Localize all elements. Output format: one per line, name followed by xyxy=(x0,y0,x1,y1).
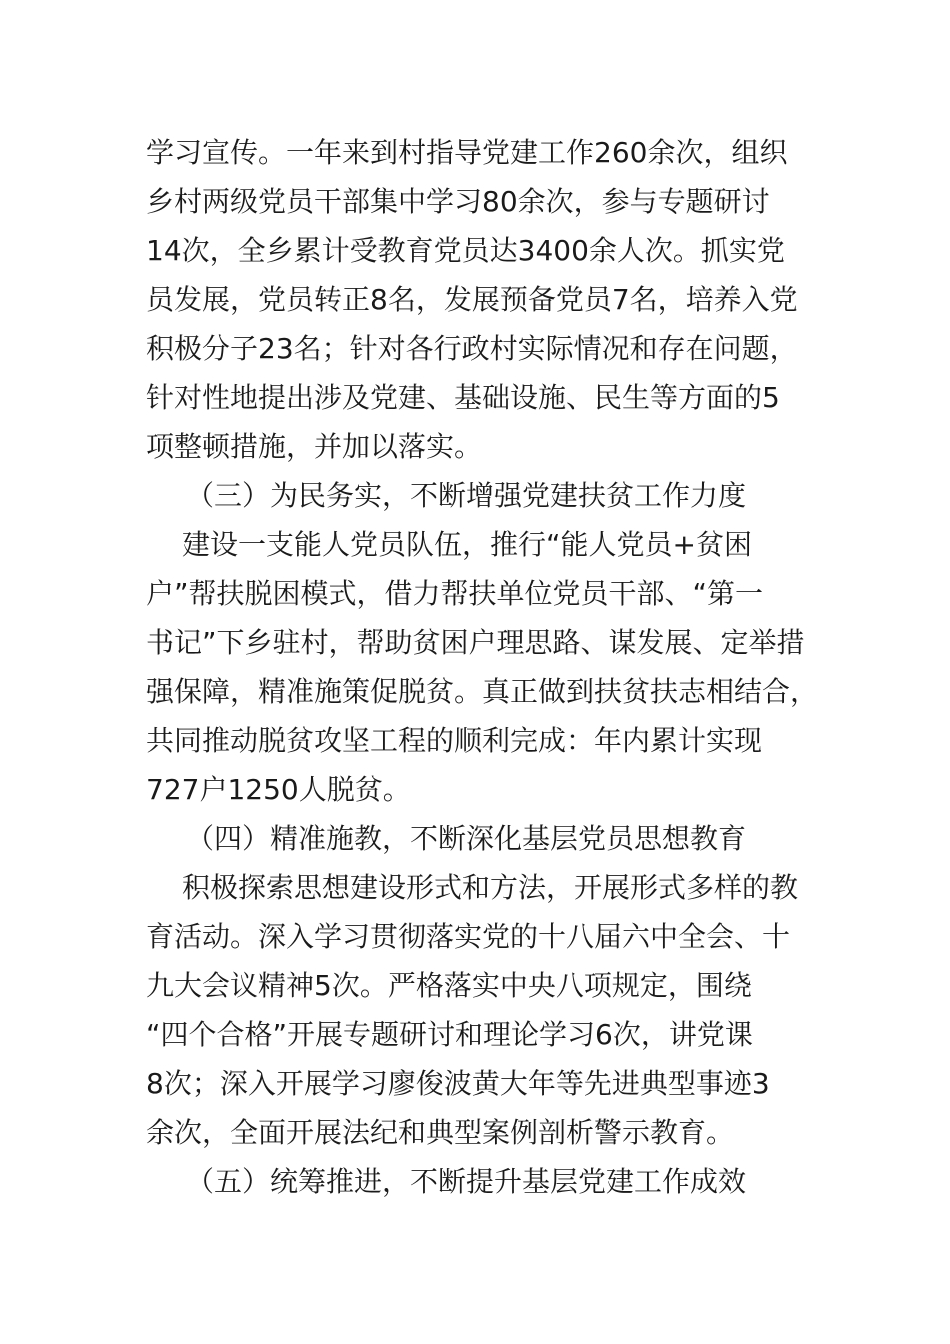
paragraph-line: 户”帮扶脱困模式，借力帮扶单位党员干部、“第一 xyxy=(146,577,764,610)
paragraph-line: 员发展，党员转正8名，发展预备党员7名，培养入党 xyxy=(146,283,798,316)
paragraph-line: 727户1250人脱贫。 xyxy=(146,773,411,806)
paragraph-line: 积极分子23名；针对各行政村实际情况和存在问题， xyxy=(146,332,798,365)
paragraph-line: 项整顿措施，并加以落实。 xyxy=(146,430,483,463)
paragraph-line: 强保障，精准施策促脱贫。真正做到扶贫扶志相结合， xyxy=(146,675,819,708)
document-body xyxy=(146,128,819,1206)
section-heading-3: （三）为民务实，不断增强党建扶贫工作力度 xyxy=(186,479,747,512)
paragraph-line: 针对性地提出涉及党建、基础设施、民生等方面的5 xyxy=(146,381,780,414)
paragraph-line: 建设一支能人党员队伍，推行“能人党员+贫困 xyxy=(182,528,752,561)
paragraph-line: 九大会议精神5次。严格落实中央八项规定，围绕 xyxy=(146,969,752,1002)
paragraph-line: 共同推动脱贫攻坚工程的顺利完成：年内累计实现 xyxy=(146,724,763,757)
section-heading-4: （四）精准施教，不断深化基层党员思想教育 xyxy=(186,822,747,855)
paragraph-line: 育活动。深入学习贯彻落实党的十八届六中全会、十 xyxy=(146,920,791,953)
paragraph-line: 学习宣传。一年来到村指导党建工作260余次，组织 xyxy=(146,136,788,169)
paragraph-line: 乡村两级党员干部集中学习80余次，参与专题研讨 xyxy=(146,185,770,218)
paragraph-line: 余次，全面开展法纪和典型案例剖析警示教育。 xyxy=(146,1116,735,1149)
paragraph-line: 书记”下乡驻村，帮助贫困户理思路、谋发展、定举措 xyxy=(146,626,805,659)
section-heading-5: （五）统筹推进，不断提升基层党建工作成效 xyxy=(186,1165,747,1198)
paragraph-line: 积极探索思想建设形式和方法，开展形式多样的教 xyxy=(182,871,799,904)
paragraph-line: 8次；深入开展学习廖俊波黄大年等先进典型事迹3 xyxy=(146,1067,770,1100)
paragraph-line: “四个合格”开展专题研讨和理论学习6次，讲党课 xyxy=(146,1018,753,1051)
paragraph-line: 14次，全乡累计受教育党员达3400余人次。抓实党 xyxy=(146,234,785,267)
